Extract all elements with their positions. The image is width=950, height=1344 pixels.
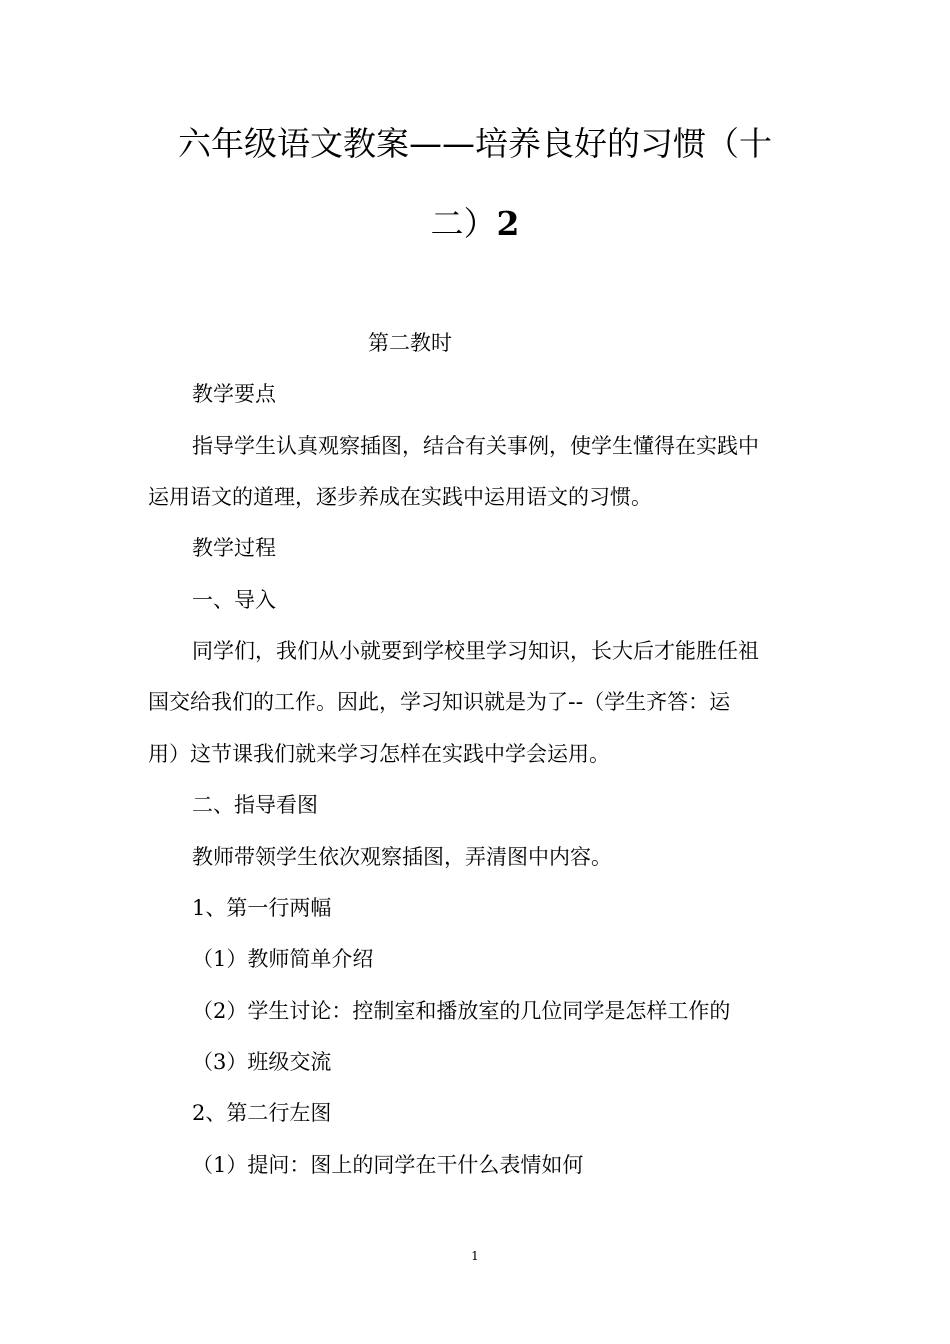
list-item-2-number: （2） (192, 999, 248, 1023)
document-title-line-1 (140, 124, 810, 164)
sub-step-1 (192, 893, 331, 923)
sub-step-1-text: 、第一行两幅 (205, 896, 332, 920)
list-item-3 (192, 1047, 331, 1077)
step-2-heading: 二、指导看图 (192, 793, 318, 817)
step-1-heading: 一、导入 (192, 588, 276, 612)
list-item-1-text: 教师简单介绍 (247, 947, 374, 971)
page-number: 1 (471, 1249, 479, 1263)
list-item-4-number: （1） (192, 1153, 248, 1177)
list-item-4-text: 提问：图上的同学在干什么表情如何 (247, 1153, 584, 1177)
list-item-2-text: 学生讨论：控制室和播放室的几位同学是怎样工作的 (247, 999, 731, 1023)
section-heading: 第二教时 (368, 331, 452, 355)
key-points-line-1: 指导学生认真观察插图，结合有关事例，使学生懂得在实践中 (192, 434, 759, 458)
sub-step-1-number: 1 (192, 896, 206, 920)
key-points-heading: 教学要点 (192, 382, 276, 406)
list-item-1 (192, 944, 373, 974)
title-text-1: 六年级语文教案——培养良好的习惯（十 (178, 124, 772, 163)
intro-line-2: 国交给我们的工作。因此，学习知识就是为了--（学生齐答：运 (148, 690, 731, 714)
sub-step-2-text: 、第二行左图 (205, 1101, 332, 1125)
list-item-4 (192, 1150, 583, 1180)
key-points-line-2: 运用语文的道理，逐步养成在实践中运用语文的习惯。 (148, 485, 652, 509)
document-title-line-2 (140, 204, 810, 244)
title-number: 2 (496, 204, 520, 243)
list-item-2 (192, 996, 730, 1026)
sub-step-2 (192, 1098, 331, 1128)
list-item-3-text: 班级交流 (247, 1050, 332, 1074)
process-heading: 教学过程 (192, 536, 276, 560)
title-text-2: 二） (430, 204, 497, 243)
list-item-1-number: （1） (192, 947, 248, 971)
list-item-3-number: （3） (192, 1050, 248, 1074)
guide-line: 教师带领学生依次观察插图，弄清图中内容。 (192, 845, 612, 869)
intro-line-1: 同学们，我们从小就要到学校里学习知识，长大后才能胜任祖 (192, 639, 759, 663)
sub-step-2-number: 2 (192, 1101, 206, 1125)
intro-line-3: 用）这节课我们就来学习怎样在实践中学会运用。 (148, 742, 610, 766)
